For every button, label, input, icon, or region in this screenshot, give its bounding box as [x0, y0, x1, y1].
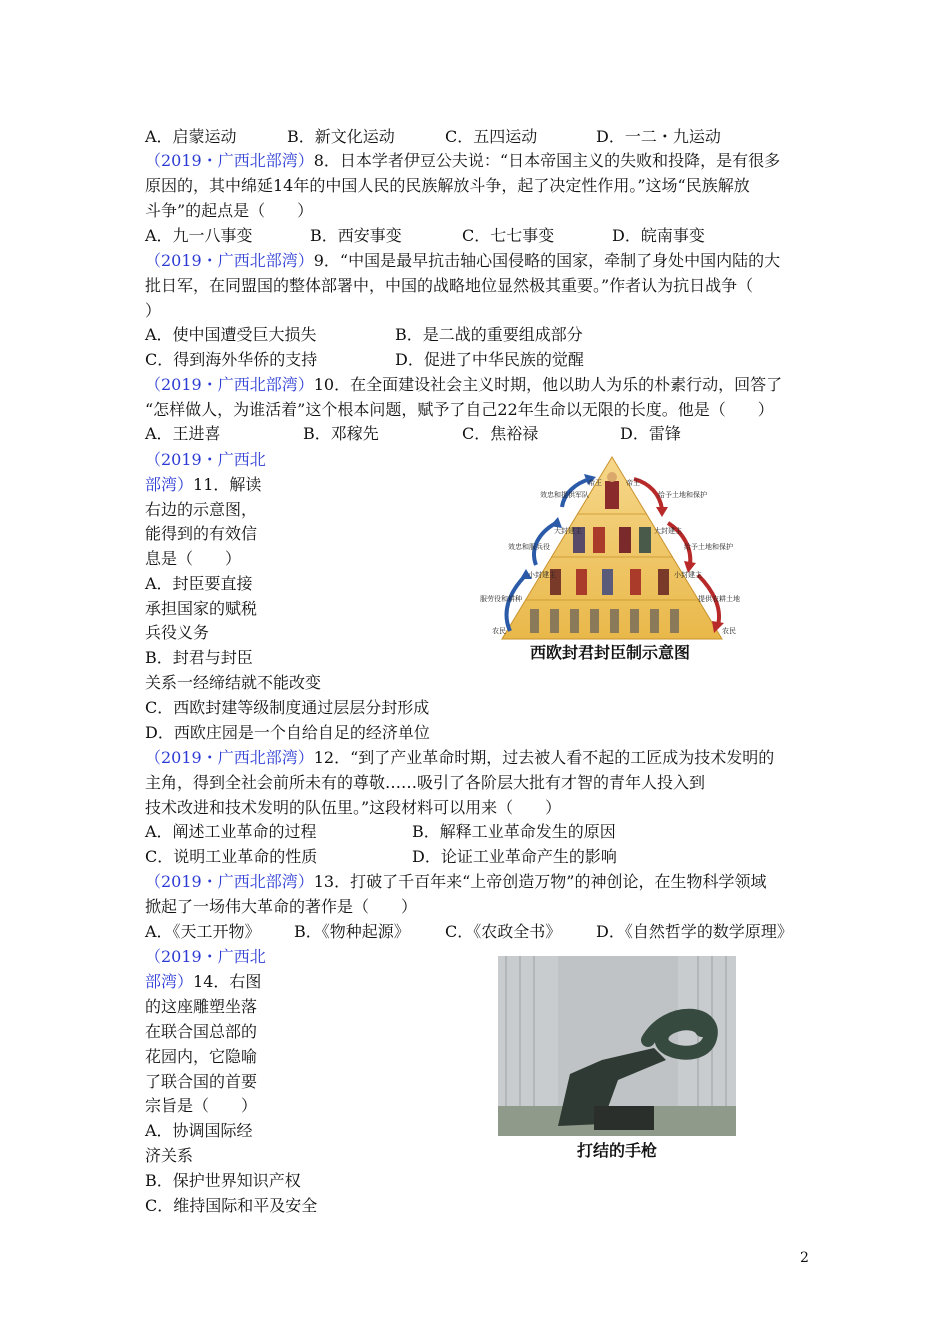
q8-option-b: B．西安事变	[310, 226, 402, 245]
q14-option-c: C．维持国际和平及安全	[145, 1196, 318, 1215]
q12-option-a: A．阐述工业革命的过程	[145, 822, 317, 841]
q14-option-b: B．保护世界知识产权	[145, 1171, 301, 1190]
q12-option-d: D．论证工业革命产生的影响	[412, 847, 617, 866]
q14-stem-line4: 花园内，它隐喻	[145, 1047, 258, 1066]
q12-stem-line3: 技术改进和技术发明的队伍里。”这段材料可以用来（ ）	[145, 798, 562, 817]
level-label-great-lord: 大封建主	[554, 527, 582, 535]
q9-stem-line1: （2019・广西北部湾）9．“中国是最早抗击轴心国侵略的国家，牵制了身处中国内陆的大	[145, 251, 781, 270]
q14-stem-line1: 部湾）14．右图	[145, 972, 262, 991]
q9-option-b: B．是二战的重要组成部分	[395, 325, 583, 344]
q8-option-c: C．七七事变	[462, 226, 555, 245]
q8-stem-line3: 斗争”的起点是（ ）	[145, 201, 314, 220]
q14-option-a-line1: A．协调国际经	[145, 1121, 253, 1140]
gun-figure-caption: 打结的手枪	[577, 1141, 658, 1160]
q14-option-a-line2: 济关系	[145, 1146, 194, 1165]
q13-option-b: B．《物种起源》	[294, 922, 410, 941]
left-arrow-label-2: 效忠和服兵役	[508, 543, 550, 551]
q9-source: （2019・广西北部湾）	[145, 251, 314, 270]
q10-option-c: C．焦裕禄	[462, 424, 539, 443]
level-label-king-right: 帝王	[626, 479, 640, 487]
q8-option-a: A．九一八事变	[145, 226, 253, 245]
q12-option-c: C．说明工业革命的性质	[145, 847, 318, 866]
q13-option-d: D．《自然哲学的数学原理》	[596, 922, 793, 941]
level-label-small-lord-right: 小封建主	[674, 571, 702, 579]
q11-stem-line2: 右边的示意图，	[145, 500, 258, 519]
q7-option-d: D．一二・九运动	[596, 127, 721, 146]
q11-option-b-line2: 关系一经缔结就不能改变	[145, 673, 322, 692]
q13-stem-line1: （2019・广西北部湾）13．打破了千百年来“上帝创造万物”的神创论，在生物科学领域	[145, 872, 767, 891]
q7-option-c: C．五四运动	[445, 127, 538, 146]
q10-stem-line1: （2019・广西北部湾）10．在全面建设社会主义时期，他以助人为乐的朴素行动，回答了	[145, 375, 783, 394]
q11-option-a-line2: 承担国家的赋税	[145, 599, 258, 618]
knotted-gun-image	[498, 956, 736, 1136]
q11-option-a-line1: A．封臣要直接	[145, 574, 253, 593]
king-figure	[605, 472, 619, 509]
q10-option-a: A．王进喜	[145, 424, 221, 443]
feudal-pyramid-diagram	[478, 453, 746, 643]
level-label-small-lord: 小封建主	[528, 571, 556, 579]
q9-option-c: C．得到海外华侨的支持	[145, 350, 318, 369]
q12-source: （2019・广西北部湾）	[145, 748, 314, 767]
q10-option-d: D．雷锋	[620, 424, 681, 443]
q14-stem-line2: 的这座雕塑坐落	[145, 997, 258, 1016]
right-arrow-label-1: 给予土地和保护	[658, 491, 707, 499]
right-arrow-label-2: 给予土地和保护	[684, 543, 733, 551]
level-label-king: 帝王	[588, 479, 602, 487]
feudal-figure-caption: 西欧封君封臣制示意图	[530, 643, 691, 662]
q7-option-b: B．新文化运动	[287, 127, 395, 146]
left-arrow-label-3: 服劳役和耕种	[480, 595, 522, 603]
q10-option-b: B．邓稼先	[303, 424, 379, 443]
q11-source-line2: 部湾）	[145, 475, 194, 494]
q13-source: （2019・广西北部湾）	[145, 872, 314, 891]
q11-stem-line3: 能得到的有效信	[145, 524, 258, 543]
q12-stem-line1: （2019・广西北部湾）12．“到了产业革命时期，过去被人看不起的工匠成为技术发明的	[145, 748, 775, 767]
q8-stem-line2: 原因的，其中绵延14年的中国人民的民族解放斗争，起了决定性作用。”这场“民族解放	[145, 176, 750, 195]
q10-stem-line2: “怎样做人，为谁活着”这个根本问题，赋予了自己22年生命以无限的长度。他是（ ）	[145, 400, 774, 419]
q12-stem-line2: 主角，得到全社会前所未有的尊敬……吸引了各阶层大批有才智的青年人投入到	[145, 773, 706, 792]
level-label-great-lord-right: 大封建主	[654, 527, 682, 535]
level-label-peasant: 农民	[492, 627, 506, 635]
q8-option-d: D．皖南事变	[612, 226, 705, 245]
q8-source: （2019・广西北部湾）	[145, 151, 314, 170]
q11-source-line1: （2019・广西北	[145, 450, 266, 469]
q12-option-b: B．解释工业革命发生的原因	[412, 822, 616, 841]
level-label-peasant-right: 农民	[722, 627, 736, 635]
right-arrow-label-3: 提供农耕土地	[698, 595, 740, 603]
q11-option-b-line1: B．封君与封臣	[145, 648, 253, 667]
q13-option-c: C．《农政全书》	[445, 922, 562, 941]
feudal-pyramid-figure	[478, 453, 746, 643]
q14-stem-line6: 宗旨是（ ）	[145, 1096, 258, 1115]
page-number: 2	[800, 1250, 809, 1266]
q14-stem-line5: 了联合国的首要	[145, 1072, 258, 1091]
q9-stem-line2: 批日军，在同盟国的整体部署中，中国的战略地位显然极其重要。”作者认为抗日战争（	[145, 276, 754, 295]
q10-source: （2019・广西北部湾）	[145, 375, 314, 394]
q11-option-c: C．西欧封建等级制度通过层层分封形成	[145, 698, 430, 717]
q9-option-a: A．使中国遭受巨大损失	[145, 325, 317, 344]
q13-stem-line2: 掀起了一场伟大革命的著作是（ ）	[145, 897, 418, 916]
q14-stem-line3: 在联合国总部的	[145, 1022, 258, 1041]
q13-option-a: A．《天工开物》	[145, 922, 261, 941]
q7-option-a: A．启蒙运动	[145, 127, 237, 146]
q11-stem-line1: 部湾）11．解读	[145, 475, 262, 494]
knotted-gun-photo	[498, 956, 736, 1136]
q11-option-a-line3: 兵役义务	[145, 623, 210, 642]
q11-option-d: D．西欧庄园是一个自给自足的经济单位	[145, 723, 430, 742]
left-arrow-label-1: 效忠和提供军队	[540, 491, 589, 499]
q9-option-d: D．促进了中华民族的觉醒	[395, 350, 584, 369]
q8-stem-line1: （2019・广西北部湾）8．日本学者伊豆公夫说：“日本帝国主义的失败和投降，是有很多	[145, 151, 781, 170]
q14-source-line1: （2019・广西北	[145, 947, 266, 966]
q9-stem-line3: ）	[145, 301, 162, 320]
q14-source-line2: 部湾）	[145, 972, 194, 991]
q11-stem-line4: 息是（ ）	[145, 549, 242, 568]
